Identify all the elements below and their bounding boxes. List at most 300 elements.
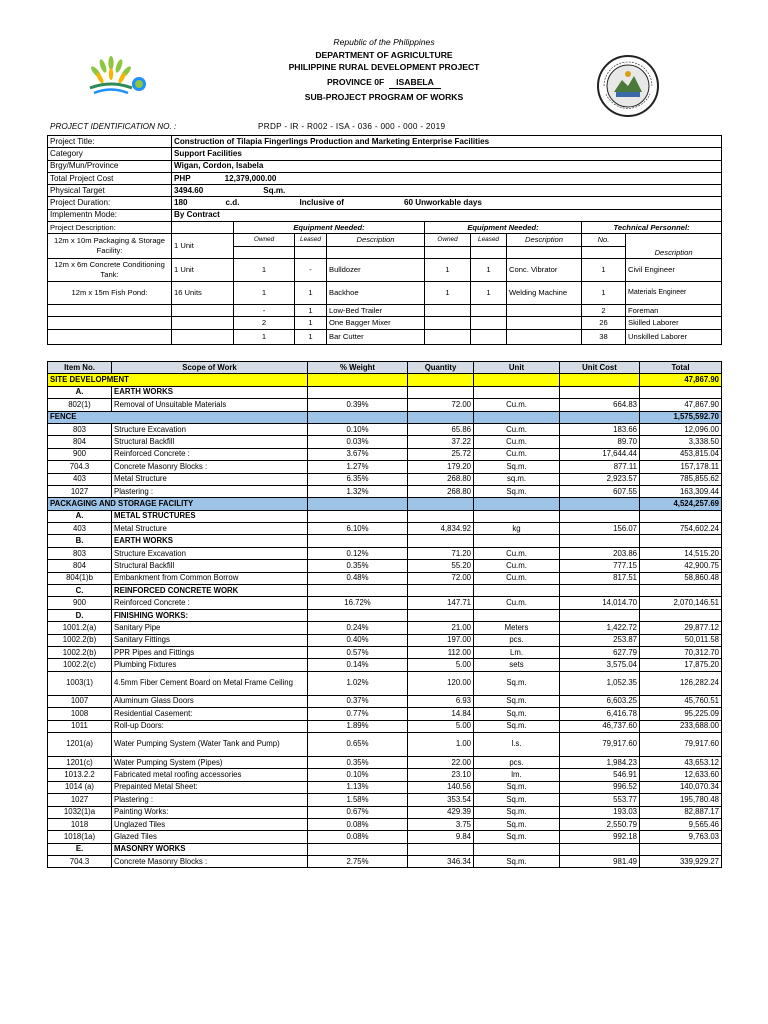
unit: Lm.	[474, 646, 560, 658]
scope-of-work: MASONRY WORKS	[112, 843, 308, 855]
weight: 0.35%	[308, 560, 408, 572]
table-row	[48, 597, 722, 609]
quantity: 71.20	[408, 547, 474, 559]
section-title: SITE DEVELOPMENT	[48, 374, 308, 386]
unit: Cu.m.	[474, 572, 560, 584]
total: 12,096.00	[640, 423, 722, 435]
table-row	[48, 818, 722, 830]
project-info-table	[47, 135, 722, 345]
quantity: 22.00	[408, 756, 474, 768]
scope-of-work: 4.5mm Fiber Cement Board on Metal Frame Ceiling	[112, 671, 308, 695]
equip1-leased-1: 1	[295, 281, 327, 304]
personnel-desc-4: Unskilled Laborer	[626, 329, 722, 344]
equip1-leased-3: 1	[295, 317, 327, 329]
unit	[474, 386, 560, 398]
total: 17,875.20	[640, 659, 722, 671]
unit: sq.m.	[474, 473, 560, 485]
equip1-owned-3: 2	[234, 317, 295, 329]
personnel-desc-2: Foreman	[626, 304, 722, 316]
scope-of-work: Removal of Unsuitable Materials	[112, 399, 308, 411]
quantity: 65.86	[408, 423, 474, 435]
unit: Sq.m.	[474, 781, 560, 793]
weight: 16.72%	[308, 597, 408, 609]
leased-header-1: Leased	[295, 234, 327, 246]
table-row	[48, 646, 722, 658]
quantity: 112.00	[408, 646, 474, 658]
total: 195,780.48	[640, 794, 722, 806]
table-row	[48, 659, 722, 671]
quantity: 197.00	[408, 634, 474, 646]
weight: 0.24%	[308, 622, 408, 634]
unit-cost: 1,052.35	[560, 671, 640, 695]
unit-cost: 992.18	[560, 831, 640, 843]
unit: Cu.m.	[474, 448, 560, 460]
quantity	[408, 843, 474, 855]
quantity: 268.80	[408, 473, 474, 485]
equip1-owned-1: 1	[234, 281, 295, 304]
item-no: 1011	[48, 720, 112, 732]
quantity: 25.72	[408, 448, 474, 460]
scope-of-work: Prepainted Metal Sheet:	[112, 781, 308, 793]
quantity: 6.93	[408, 695, 474, 707]
weight: 0.03%	[308, 436, 408, 448]
total: 126,282.24	[640, 671, 722, 695]
total: 29,877.12	[640, 622, 722, 634]
item-no: 1018	[48, 818, 112, 830]
unit-cost: 877.11	[560, 461, 640, 473]
unit: lm.	[474, 769, 560, 781]
unit: Sq.m.	[474, 831, 560, 843]
section-row	[48, 498, 722, 510]
cost-amount: 12,379,000.00	[224, 173, 277, 183]
leased-header-2: Leased	[471, 234, 507, 246]
item-no: 900	[48, 597, 112, 609]
section-row	[48, 374, 722, 386]
col-qty: Quantity	[408, 362, 474, 374]
unit-cost: 981.49	[560, 856, 640, 868]
unit	[474, 609, 560, 621]
item-no: E.	[48, 843, 112, 855]
col-total: Total	[640, 362, 722, 374]
table-row	[48, 485, 722, 497]
program-title: SUB-PROJECT PROGRAM OF WORKS	[304, 92, 464, 102]
quantity: 429.39	[408, 806, 474, 818]
item-no: 1002.2(b)	[48, 634, 112, 646]
quantity	[408, 510, 474, 522]
project-id-label: PROJECT IDENTIFICATION NO. :	[50, 122, 177, 131]
item-no: 704.3	[48, 461, 112, 473]
item-no: 1201(c)	[48, 756, 112, 768]
department-line: DEPARTMENT OF AGRICULTURE	[315, 49, 453, 60]
quantity	[408, 386, 474, 398]
weight: 0.37%	[308, 695, 408, 707]
republic-line: Republic of the Philippines	[333, 37, 435, 47]
scope-of-work: Plumbing Fixtures	[112, 659, 308, 671]
scope-of-work: Sanitary Pipe	[112, 622, 308, 634]
scope-of-work: Structure Excavation	[112, 547, 308, 559]
project-title: Construction of Tilapia Fingerlings Production and Marketing Enterprise Facilities	[172, 136, 722, 148]
quantity: 179.20	[408, 461, 474, 473]
weight	[308, 386, 408, 398]
unit-cost: 89.70	[560, 436, 640, 448]
scope-of-work: Fabricated metal roofing accessories	[112, 769, 308, 781]
weight: 0.40%	[308, 634, 408, 646]
total: 9,565.46	[640, 818, 722, 830]
owned-header-2: Owned	[425, 234, 471, 246]
table-row	[48, 671, 722, 695]
total: 754,602.24	[640, 523, 722, 535]
item-no: 1002.2(c)	[48, 659, 112, 671]
equip2-leased-0: 1	[471, 258, 507, 281]
subsection-row	[48, 535, 722, 547]
unit-cost: 193.03	[560, 806, 640, 818]
total: 14,515.20	[640, 547, 722, 559]
col-item: Item No.	[48, 362, 112, 374]
scope-of-work: Metal Structure	[112, 523, 308, 535]
item-no: 403	[48, 523, 112, 535]
table-row	[48, 831, 722, 843]
total	[640, 510, 722, 522]
total: 2,070,146.51	[640, 597, 722, 609]
item-no: 804	[48, 560, 112, 572]
unit: sets	[474, 659, 560, 671]
unit	[474, 535, 560, 547]
item-no: 1032(1)a	[48, 806, 112, 818]
unit: Meters	[474, 622, 560, 634]
project-id-value: PRDP - IR - R002 - ISA - 036 - 000 - 000 - 2019	[258, 122, 446, 131]
total	[640, 609, 722, 621]
unit-cost	[560, 510, 640, 522]
quantity: 72.00	[408, 572, 474, 584]
target-value	[172, 185, 722, 197]
personnel-no-3: 26	[582, 317, 626, 329]
unit: Sq.m.	[474, 720, 560, 732]
item-no: 1014 (a)	[48, 781, 112, 793]
category-value: Support Facilities	[172, 148, 722, 160]
weight: 0.39%	[308, 399, 408, 411]
total: 233,688.00	[640, 720, 722, 732]
scope-of-work: REINFORCED CONCRETE WORK	[112, 585, 308, 597]
scope-of-work: Concrete Masonry Blocks :	[112, 856, 308, 868]
quantity: 147.71	[408, 597, 474, 609]
unworkable-days: 60 Unworkable days	[404, 198, 482, 208]
equipment-header-2: Equipment Needed:	[425, 222, 582, 234]
total	[640, 843, 722, 855]
section-total: 47,867.90	[640, 374, 722, 386]
cost-value	[172, 172, 722, 184]
unit-cost: 2,550.79	[560, 818, 640, 830]
province-name: ISABELA	[389, 76, 441, 90]
table-row	[48, 720, 722, 732]
total: 58,860.48	[640, 572, 722, 584]
unit-cost: 156.07	[560, 523, 640, 535]
unit-cost: 2,923.57	[560, 473, 640, 485]
program-of-works-table	[47, 361, 722, 868]
weight	[308, 609, 408, 621]
table-row	[48, 448, 722, 460]
equip1-owned-0: 1	[234, 258, 295, 281]
unit-cost: 183.66	[560, 423, 640, 435]
unit: Sq.m.	[474, 485, 560, 497]
desc-units-0: 1 Unit	[172, 234, 234, 259]
quantity: 1.00	[408, 732, 474, 756]
unit-cost: 14,014.70	[560, 597, 640, 609]
item-no: 1001.2(a)	[48, 622, 112, 634]
weight: 0.48%	[308, 572, 408, 584]
inclusive-label: Inclusive of	[299, 198, 344, 208]
weight: 0.08%	[308, 818, 408, 830]
table-row	[48, 732, 722, 756]
weight: 1.13%	[308, 781, 408, 793]
unit-cost: 1,422.72	[560, 622, 640, 634]
scope-of-work: Residential Casement:	[112, 708, 308, 720]
equip1-owned-4: 1	[234, 329, 295, 344]
equip1-leased-4: 1	[295, 329, 327, 344]
weight: 0.65%	[308, 732, 408, 756]
unit-cost: 253.87	[560, 634, 640, 646]
quantity: 3.75	[408, 818, 474, 830]
scope-of-work: Structural Backfill	[112, 436, 308, 448]
quantity: 120.00	[408, 671, 474, 695]
unit-cost: 607.55	[560, 485, 640, 497]
unit: kg	[474, 523, 560, 535]
table-row	[48, 572, 722, 584]
desc-label-1: 12m x 6m Concrete Conditioning Tank:	[48, 258, 172, 281]
quantity: 5.00	[408, 720, 474, 732]
unit: Cu.m.	[474, 423, 560, 435]
personnel-no-4: 38	[582, 329, 626, 344]
item-no: 1008	[48, 708, 112, 720]
scope-of-work: METAL STRUCTURES	[112, 510, 308, 522]
description-header-2: Description	[507, 234, 582, 246]
title-label: Project Title:	[48, 136, 172, 148]
no-header: No.	[582, 234, 626, 246]
equip2-owned-1: 1	[425, 281, 471, 304]
unit: Cu.m.	[474, 547, 560, 559]
weight: 6.35%	[308, 473, 408, 485]
total: 47,867.90	[640, 399, 722, 411]
weight: 0.08%	[308, 831, 408, 843]
total: 95,225.09	[640, 708, 722, 720]
equip1-desc-3: One Bagger Mixer	[327, 317, 425, 329]
col-unit: Unit	[474, 362, 560, 374]
quantity: 14.84	[408, 708, 474, 720]
total: 157,178.11	[640, 461, 722, 473]
total: 453,815.04	[640, 448, 722, 460]
weight: 0.10%	[308, 769, 408, 781]
table-row	[48, 399, 722, 411]
duration-label: Project Duration:	[48, 197, 172, 209]
table-row	[48, 461, 722, 473]
weight	[308, 585, 408, 597]
item-no: A.	[48, 510, 112, 522]
scope-of-work: Roll-up Doors:	[112, 720, 308, 732]
unit-cost: 627.79	[560, 646, 640, 658]
item-no: B.	[48, 535, 112, 547]
weight: 6.10%	[308, 523, 408, 535]
quantity: 4,834.92	[408, 523, 474, 535]
unit-cost	[560, 585, 640, 597]
equip1-desc-1: Backhoe	[327, 281, 425, 304]
section-title: FENCE	[48, 411, 308, 423]
scope-of-work: Plastering :	[112, 485, 308, 497]
unit-cost: 664.83	[560, 399, 640, 411]
unit: Sq.m.	[474, 806, 560, 818]
mode-value: By Contract	[172, 209, 722, 221]
scope-of-work: Water Pumping System (Pipes)	[112, 756, 308, 768]
quantity: 55.20	[408, 560, 474, 572]
quantity	[408, 535, 474, 547]
section-title: PACKAGING AND STORAGE FACILITY	[48, 498, 308, 510]
unit: Sq.m.	[474, 461, 560, 473]
total: 82,887.17	[640, 806, 722, 818]
desc-label-2: 12m x 15m Fish Pond:	[48, 281, 172, 304]
scope-of-work: Plastering :	[112, 794, 308, 806]
total: 140,070.34	[640, 781, 722, 793]
section-row	[48, 411, 722, 423]
unit	[474, 585, 560, 597]
subsection-row	[48, 585, 722, 597]
unit-cost: 79,917.60	[560, 732, 640, 756]
weight: 0.77%	[308, 708, 408, 720]
province-label: PROVINCE 0F	[326, 76, 385, 87]
desc-units-1: 1 Unit	[172, 258, 234, 281]
table-row	[48, 756, 722, 768]
weight: 2.75%	[308, 856, 408, 868]
item-no: 900	[48, 448, 112, 460]
subsection-row	[48, 386, 722, 398]
unit-cost	[560, 843, 640, 855]
equip2-desc-1: Welding Machine	[507, 281, 582, 304]
item-no: C.	[48, 585, 112, 597]
document-header	[0, 36, 768, 104]
total: 12,633.60	[640, 769, 722, 781]
equip1-desc-2: Low-Bed Trailer	[327, 304, 425, 316]
item-no: 804	[48, 436, 112, 448]
scope-of-work: Embankment from Common Borrow	[112, 572, 308, 584]
table-row	[48, 523, 722, 535]
unit-cost: 546.91	[560, 769, 640, 781]
col-cost: Unit Cost	[560, 362, 640, 374]
subsection-row	[48, 609, 722, 621]
desc-label: Project Description:	[48, 222, 172, 234]
table-row	[48, 781, 722, 793]
description-header-1: Description	[327, 234, 425, 246]
item-no: 403	[48, 473, 112, 485]
item-no: 802(1)	[48, 399, 112, 411]
total: 42,900.75	[640, 560, 722, 572]
item-no: 1003(1)	[48, 671, 112, 695]
unit: Sq.m.	[474, 856, 560, 868]
equip2-owned-0: 1	[425, 258, 471, 281]
mode-label: Implementn Mode:	[48, 209, 172, 221]
target-label: Physical Target	[48, 185, 172, 197]
table-row	[48, 769, 722, 781]
table-row	[48, 560, 722, 572]
quantity: 23.10	[408, 769, 474, 781]
subsection-row	[48, 510, 722, 522]
item-no: 1027	[48, 794, 112, 806]
weight: 0.12%	[308, 547, 408, 559]
scope-of-work: Reinforced Concrete :	[112, 597, 308, 609]
scope-of-work: Concrete Masonry Blocks :	[112, 461, 308, 473]
scope-of-work: Glazed Tiles	[112, 831, 308, 843]
table-row	[48, 695, 722, 707]
unit-cost: 6,603.25	[560, 695, 640, 707]
equip1-leased-2: 1	[295, 304, 327, 316]
section-total: 4,524,257.69	[640, 498, 722, 510]
table-row	[48, 473, 722, 485]
table-row	[48, 856, 722, 868]
item-no: 1007	[48, 695, 112, 707]
unit-cost: 3,575.04	[560, 659, 640, 671]
unit: Sq.m.	[474, 818, 560, 830]
cost-label: Total Project Cost	[48, 172, 172, 184]
quantity: 37.22	[408, 436, 474, 448]
total: 50,011.58	[640, 634, 722, 646]
unit: pcs.	[474, 756, 560, 768]
item-no: 1027	[48, 485, 112, 497]
equipment-header-1: Equipment Needed:	[234, 222, 425, 234]
scope-of-work: Structure Excavation	[112, 423, 308, 435]
unit-cost	[560, 609, 640, 621]
weight: 1.89%	[308, 720, 408, 732]
total	[640, 585, 722, 597]
duration-value	[172, 197, 722, 209]
equip1-desc-4: Bar Cutter	[327, 329, 425, 344]
personnel-desc-0: Civil Engineer	[626, 258, 722, 281]
unit: Cu.m.	[474, 399, 560, 411]
total: 785,855.62	[640, 473, 722, 485]
item-no: A.	[48, 386, 112, 398]
unit-cost: 777.15	[560, 560, 640, 572]
quantity: 268.80	[408, 485, 474, 497]
weight: 1.27%	[308, 461, 408, 473]
quantity: 21.00	[408, 622, 474, 634]
unit-cost	[560, 386, 640, 398]
table-row	[48, 622, 722, 634]
duration-unit: c.d.	[225, 198, 240, 208]
target-number: 3494.60	[174, 185, 204, 195]
unit: Sq.m.	[474, 671, 560, 695]
weight	[308, 843, 408, 855]
unit-cost: 817.51	[560, 572, 640, 584]
col-scope: Scope of Work	[112, 362, 308, 374]
quantity: 5.00	[408, 659, 474, 671]
scope-of-work: Unglazed Tiles	[112, 818, 308, 830]
weight: 3.67%	[308, 448, 408, 460]
total: 163,309.44	[640, 485, 722, 497]
scope-of-work: Structural Backfill	[112, 560, 308, 572]
total: 45,760.51	[640, 695, 722, 707]
weight	[308, 510, 408, 522]
quantity: 346.34	[408, 856, 474, 868]
personnel-no-1: 1	[582, 281, 626, 304]
item-no: 1018(1a)	[48, 831, 112, 843]
desc-label-0: 12m x 10m Packaging & Storage Facility:	[48, 234, 172, 259]
total: 70,312.70	[640, 646, 722, 658]
weight: 0.10%	[308, 423, 408, 435]
category-label: Category	[48, 148, 172, 160]
weight: 0.35%	[308, 756, 408, 768]
equip2-leased-1: 1	[471, 281, 507, 304]
cost-currency: PHP	[174, 173, 191, 183]
weight: 1.02%	[308, 671, 408, 695]
total: 43,653.12	[640, 756, 722, 768]
total: 339,929.27	[640, 856, 722, 868]
unit: Cu.m.	[474, 597, 560, 609]
item-no: 1002.2(b)	[48, 646, 112, 658]
